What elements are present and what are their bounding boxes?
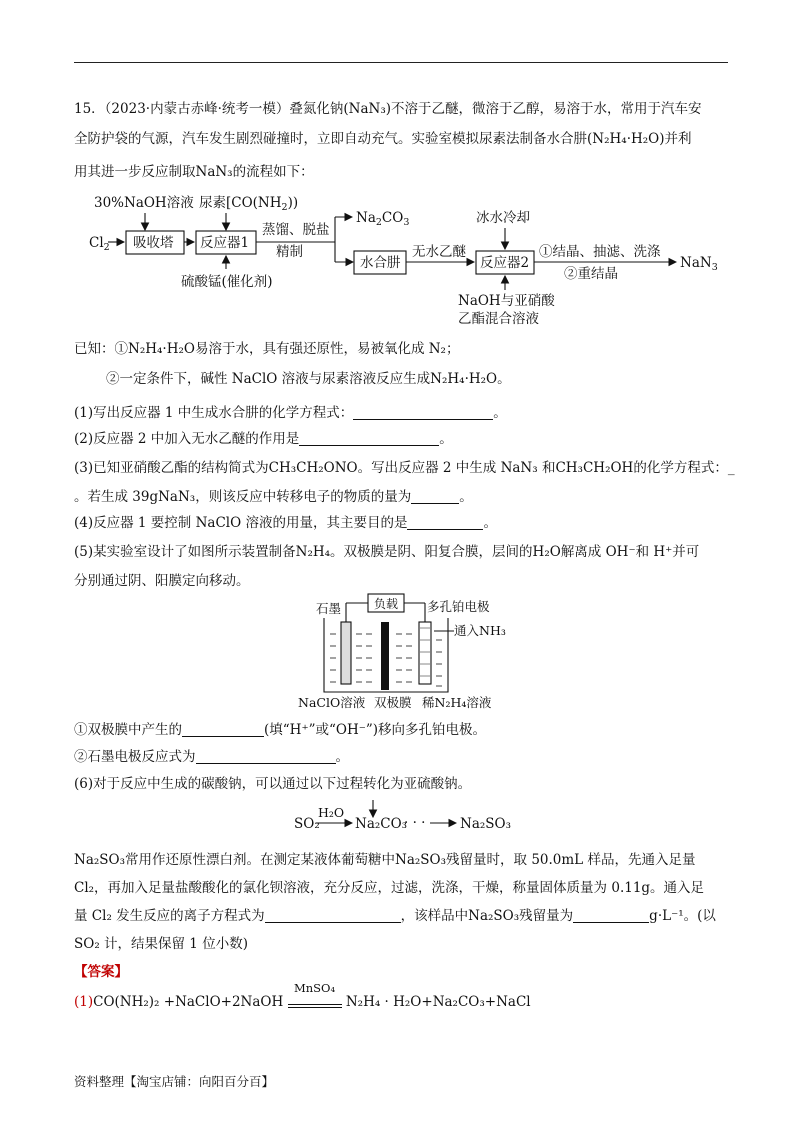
svg-text:乙酯混合溶液: 乙酯混合溶液 bbox=[458, 311, 539, 327]
svg-text:Na₂SO₃: Na₂SO₃ bbox=[460, 816, 512, 832]
svg-text:反应器2: 反应器2 bbox=[480, 255, 530, 271]
footer-source: 资料整理【淘宝店铺：向阳百分百】 bbox=[74, 1074, 275, 1089]
svg-text:H₂O: H₂O bbox=[318, 805, 345, 820]
label-nan3-product: NaN$_3$ bbox=[680, 255, 718, 273]
label-urea: 尿素$[CO(NH_2))$ bbox=[199, 195, 299, 213]
label-catalyst: 硫酸锰(催化剂) bbox=[181, 274, 273, 290]
question-3: (3)已知亚硝酸乙酯的结构简式为CH₃CH₂ONO。写出反应器 2 中生成 NaN₃ 和CH₃CH₂OH的化学方程式：_ bbox=[74, 460, 735, 476]
q15-line-2: 全防护袋的气源，汽车发生剧烈碰撞时，立即自动充气。实验室模拟尿素法制备水合肼(N₂H₄·H₂O)并利 bbox=[74, 131, 692, 147]
question-5-i: ①双极膜中产生的 (填“H⁺”或“OH⁻”)移向多孔铂电极。 bbox=[74, 722, 487, 738]
formula-nan3: NaN₃ bbox=[195, 164, 233, 180]
question-6-para-2: Cl₂，再加入足量盐酸酸化的氯化钡溶液，充分反应，过滤，洗涤，干燥，称量固体质量为 0.11g。通入足 bbox=[74, 880, 705, 896]
svg-text:石墨: 石墨 bbox=[316, 601, 342, 616]
question-1: (1)写出反应器 1 中生成水合肼的化学方程式： 。 bbox=[74, 405, 507, 421]
answer-1: (1)CO(NH₂)₂ +NaClO+2NaOH MnSO₄ N₂H₄ · H₂O+Na₂CO₃+NaCl bbox=[74, 981, 531, 1010]
question-4: (4)反应器 1 要控制 NaClO 溶液的用量，其主要目的是 。 bbox=[74, 515, 497, 531]
question-5: (5)某实验室设计了如图所示装置制备N₂H₄。双极膜是阴、阳复合膜，层间的H₂O解离成 OH⁻和 H⁺并可 bbox=[74, 544, 700, 560]
svg-text:多孔铂电极: 多孔铂电极 bbox=[427, 599, 490, 614]
svg-text:SO₂: SO₂ bbox=[294, 816, 320, 832]
svg-text:无水乙醚: 无水乙醚 bbox=[412, 244, 466, 260]
question-2: (2)反应器 2 中加入无水乙醚的作用是 。 bbox=[74, 431, 453, 447]
q15-line-3: 用其进一步反应制取NaN₃的流程如下： bbox=[74, 164, 314, 180]
question-5-line-2: 分别通过阴、阳膜定向移动。 bbox=[74, 573, 250, 589]
svg-text:蒸馏、脱盐: 蒸馏、脱盐 bbox=[262, 222, 330, 238]
answer-tag: 【答案】 bbox=[74, 964, 128, 980]
q15-line-1: 15．（2023·内蒙古赤峰·统考一模）叠氮化钠(NaN₃)不溶于乙醚，微溶于乙醇，易溶于水，常用于汽车安 bbox=[74, 101, 702, 117]
label-naoh-30: 30%NaOH溶液 bbox=[94, 195, 194, 211]
svg-text:吸收塔: 吸收塔 bbox=[133, 235, 174, 251]
question-3-cont: 。若生成 39gNaN₃，则该反应中转移电子的物质的量为 。 bbox=[74, 489, 473, 505]
svg-text:NaClO溶液: NaClO溶液 bbox=[298, 695, 366, 710]
eq-condition bbox=[288, 981, 342, 1008]
catalyst-label: MnSO₄ bbox=[293, 981, 336, 995]
formula-nan3: NaN₃ bbox=[348, 101, 386, 117]
question-6-para-1: Na₂SO₃常用作还原性漂白剂。在测定某液体葡萄糖中Na₂SO₃残留量时，取 50.0mL 样品，先通入足量 bbox=[74, 852, 696, 868]
answer-blank[interactable] bbox=[265, 908, 401, 923]
question-6-para-4: SO₂ 计，结果保留 1 位小数) bbox=[74, 936, 248, 952]
svg-text:· · ·: · · · bbox=[404, 815, 426, 831]
answer-blank[interactable] bbox=[573, 908, 649, 923]
svg-text:Cl2: $Cl_2$ bbox=[89, 235, 110, 253]
svg-text:精制: 精制 bbox=[276, 244, 303, 260]
svg-text:通入NH₃: 通入NH₃ bbox=[454, 623, 506, 638]
svg-text:冰水冷却: 冰水冷却 bbox=[476, 210, 530, 226]
svg-text:②重结晶: ②重结晶 bbox=[564, 266, 618, 282]
question-5-ii: ②石墨电极反应式为 。 bbox=[74, 749, 349, 765]
question-6: (6)对于反应中生成的碳酸钠，可以通过以下过程转化为亚硫酸钠。 bbox=[74, 776, 472, 792]
known-1: 已知：①N₂H₄·H₂O易溶于水，具有强还原性，易被氧化成 N₂； bbox=[74, 341, 460, 357]
svg-text:反应器1: 反应器1 bbox=[200, 235, 250, 251]
svg-text:水合肼: 水合肼 bbox=[360, 255, 401, 271]
question-6-para-3: 量 Cl₂ 发生反应的离子方程式为 ，该样品中Na₂SO₃残留量为 g·L⁻¹。(以 bbox=[74, 908, 716, 924]
label-na2co3: $Na_2CO_3$ bbox=[356, 210, 410, 228]
svg-text:NaOH与亚硝酸: NaOH与亚硝酸 bbox=[458, 293, 555, 309]
known-2: ②一定条件下，碱性 NaClO 溶液与尿素溶液反应生成N₂H₄·H₂O。 bbox=[106, 371, 511, 387]
formula-hydrazine-hydrate: N₂H₄·H₂O bbox=[592, 131, 660, 147]
svg-text:①结晶、抽滤、洗涤: ①结晶、抽滤、洗涤 bbox=[539, 244, 661, 260]
svg-text:稀N₂H₄溶液: 稀N₂H₄溶液 bbox=[422, 695, 492, 710]
svg-text:负载: 负载 bbox=[374, 597, 399, 611]
svg-text:双极膜: 双极膜 bbox=[374, 695, 412, 710]
svg-text:Na₂CO₃: Na₂CO₃ bbox=[355, 816, 408, 832]
